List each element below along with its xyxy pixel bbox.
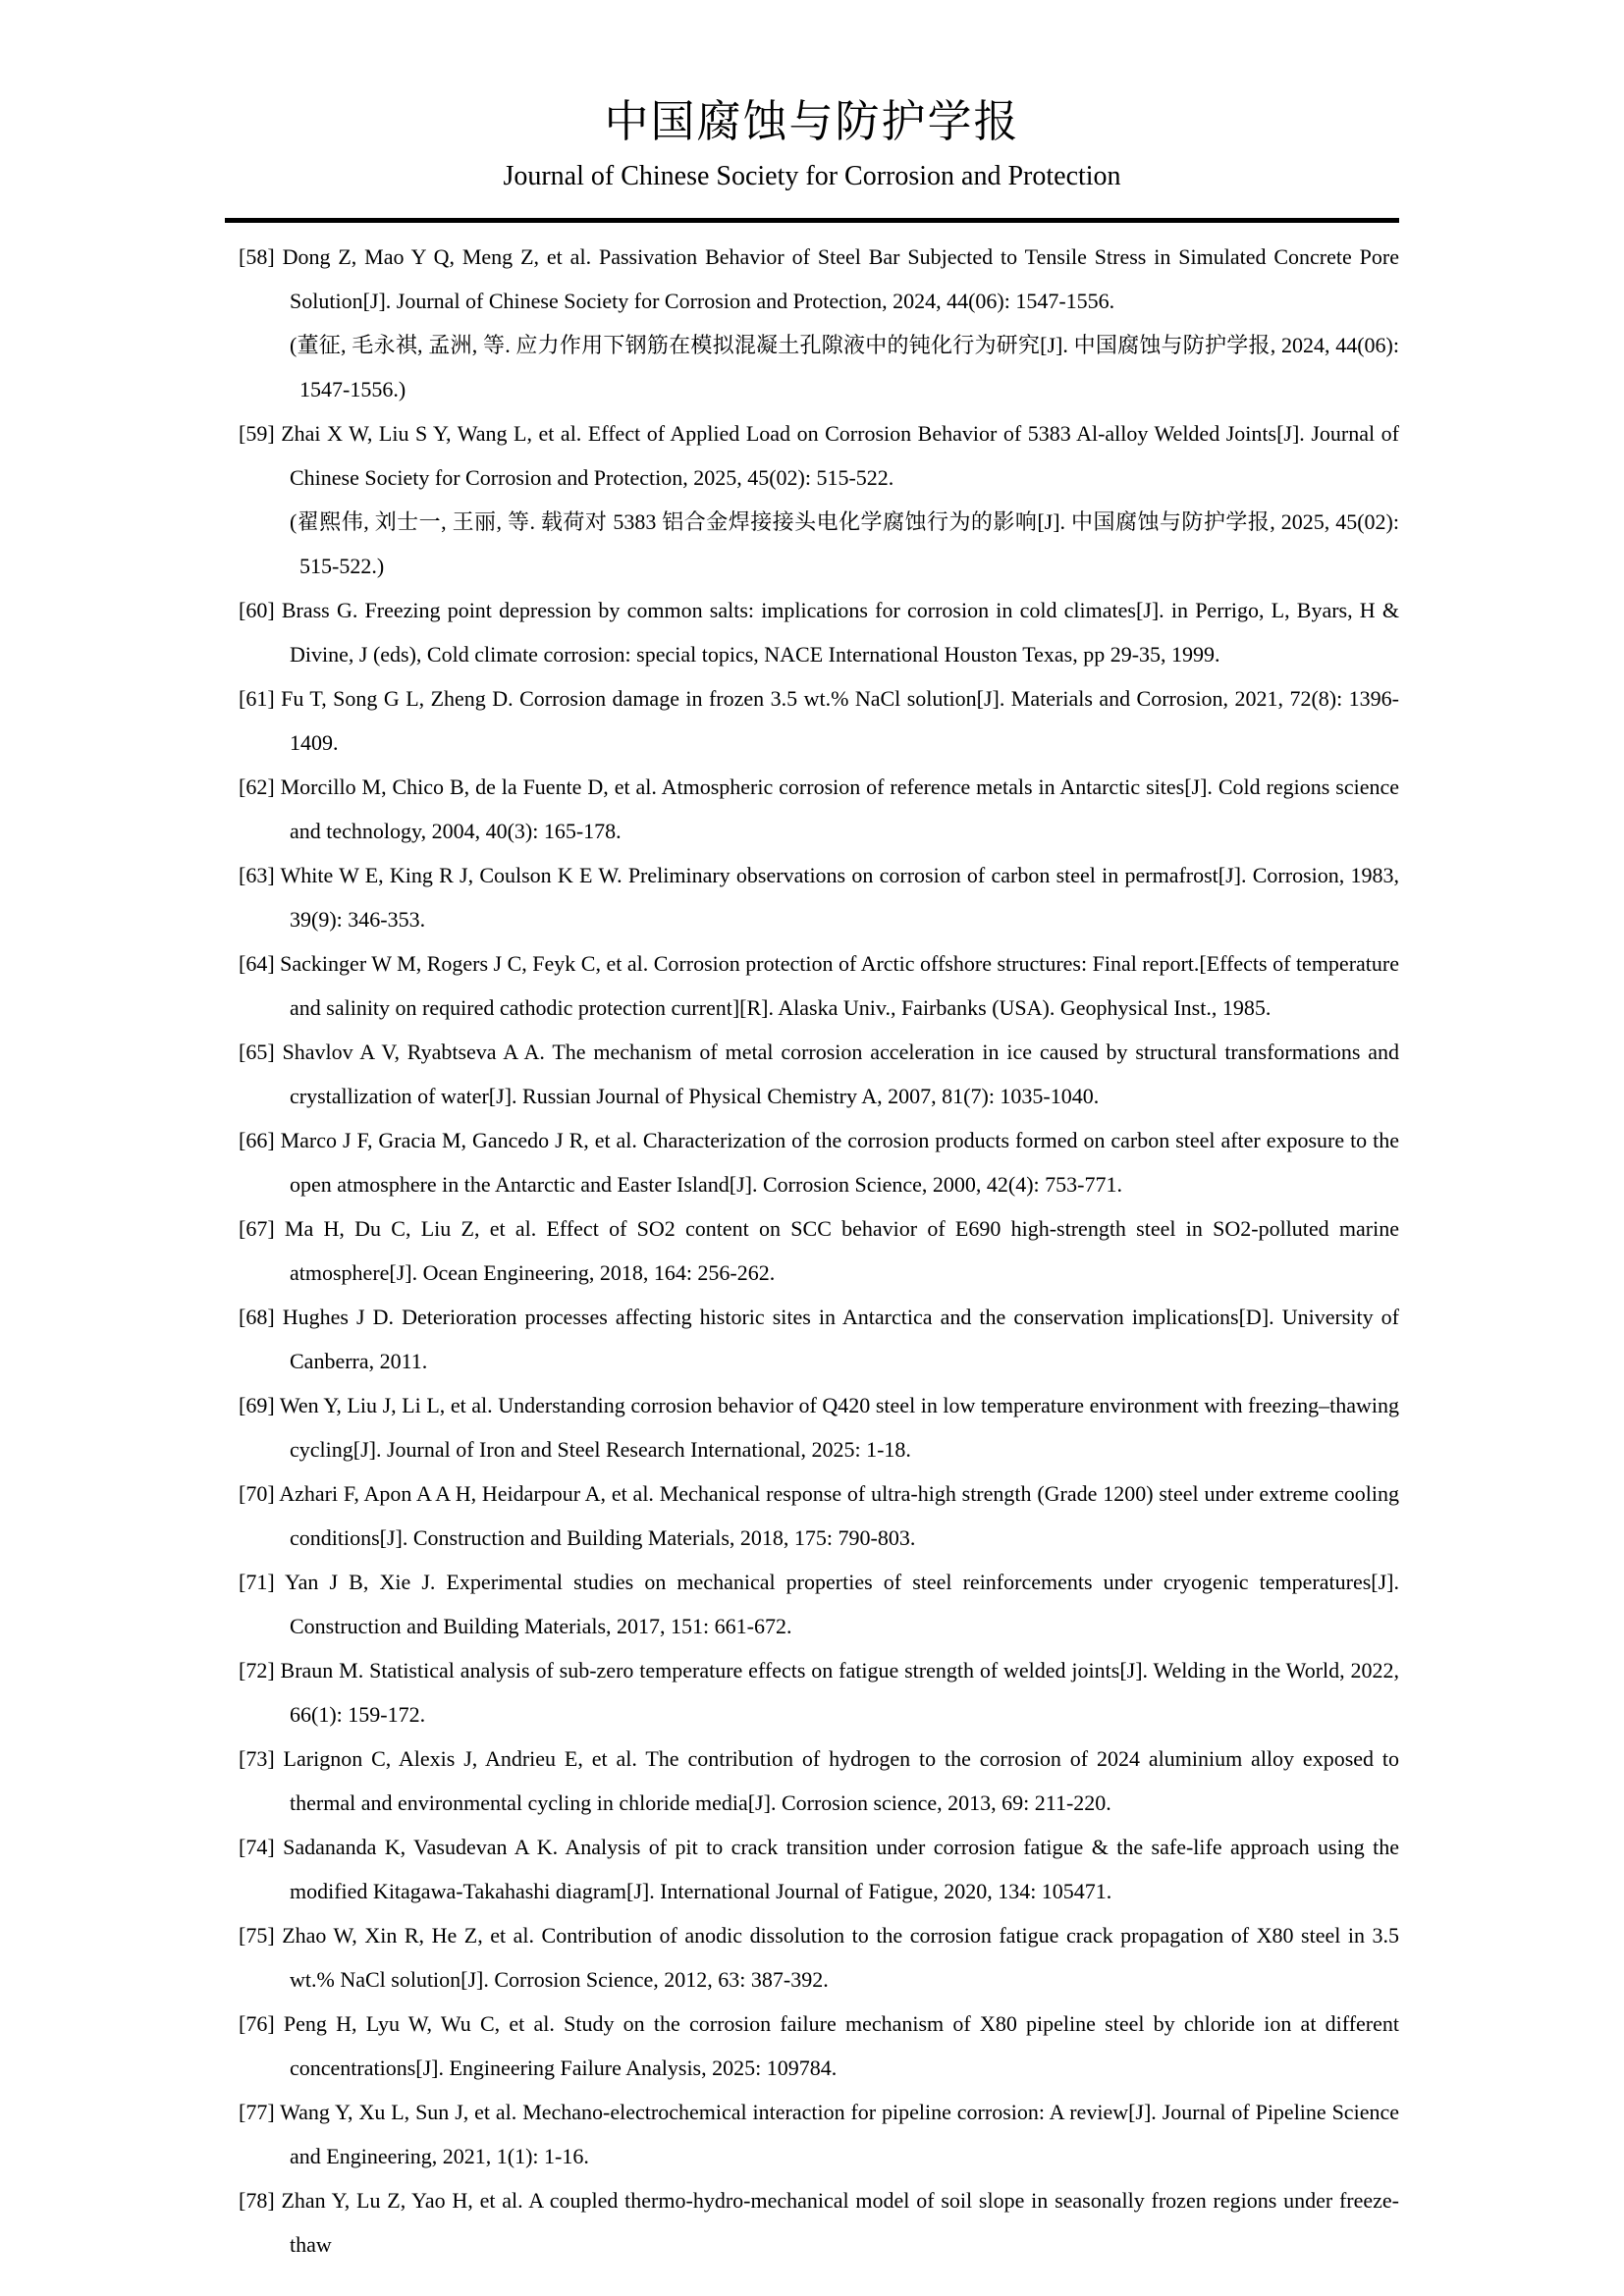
reference-entry	[239, 2002, 1399, 2090]
reference-item	[239, 1030, 1399, 1118]
reference-text: Brass G. Freezing point depression by common salts: implications for corrosion in cold climates[J]. in Perrigo, L, Byars, H & Divine, J (eds), Cold climate corrosion: special topics, NACE International Houston Texas, pp 29-35, 1999.	[281, 598, 1399, 667]
reference-entry	[239, 941, 1399, 1030]
reference-item	[239, 853, 1399, 941]
reference-translation: (董征, 毛永祺, 孟洲, 等. 应力作用下钢筋在模拟混凝土孔隙液中的钝化行为研究[J]. 中国腐蚀与防护学报, 2024, 44(06): 1547-1556.)	[290, 333, 1399, 402]
reference-number: [68]	[239, 1305, 275, 1330]
reference-entry	[239, 853, 1399, 941]
reference-item	[239, 1118, 1399, 1206]
reference-item	[239, 2002, 1399, 2090]
reference-number: [74]	[239, 1835, 275, 1860]
reference-item	[239, 411, 1399, 588]
reference-number: [70]	[239, 1481, 275, 1507]
reference-entry	[239, 2090, 1399, 2178]
reference-text: Yan J B, Xie J. Experimental studies on mechanical properties of steel reinforcements under cryogenic temperatures[J]. Construction and Building Materials, 2017, 151: 661-672.	[284, 1570, 1400, 1639]
reference-text: Azhari F, Apon A A H, Heidarpour A, et al. Mechanical response of ultra-high strength (Grade 1200) steel under extreme cooling conditions[J]. Construction and Building Materials, 2018, 175: 790-803.	[279, 1481, 1399, 1551]
reference-text: Morcillo M, Chico B, de la Fuente D, et al. Atmospheric corrosion of reference metals in Antarctic sites[J]. Cold regions science and technology, 2004, 40(3): 165-178.	[280, 774, 1399, 844]
reference-entry	[239, 765, 1399, 853]
reference-text: Shavlov A V, Ryabtseva A A. The mechanism of metal corrosion acceleration in ice caused by structural transformations and crystallization of water[J]. Russian Journal of Physical Chemistry A, 2007, 81(7): 1035-1040.	[282, 1040, 1400, 1109]
reference-entry	[239, 235, 1399, 323]
reference-entry	[239, 1295, 1399, 1383]
journal-header	[0, 0, 1624, 223]
reference-number: [78]	[239, 2188, 275, 2214]
reference-item	[239, 588, 1399, 676]
reference-entry	[239, 1825, 1399, 1913]
reference-entry	[239, 1118, 1399, 1206]
reference-number: [60]	[239, 598, 275, 623]
reference-item	[239, 1383, 1399, 1471]
reference-entry	[239, 411, 1399, 500]
reference-number: [58]	[239, 244, 275, 270]
reference-item	[239, 941, 1399, 1030]
journal-title-english: Journal of Chinese Society for Corrosion and Protection	[503, 161, 1121, 192]
reference-text: Zhai X W, Liu S Y, Wang L, et al. Effect of Applied Load on Corrosion Behavior of 5383 Al-alloy Welded Joints[J]. Journal of Chinese Society for Corrosion and Protection, 2025, 45(02): 515-522.	[281, 421, 1400, 491]
reference-text: Fu T, Song G L, Zheng D. Corrosion damage in frozen 3.5 wt.% NaCl solution[J]. Materials and Corrosion, 2021, 72(8): 1396-1409.	[281, 686, 1400, 756]
reference-text: Sadananda K, Vasudevan A K. Analysis of pit to crack transition under corrosion fatigue & the safe-life approach using the modified Kitagawa-Takahashi diagram[J]. International Journal of Fatigue, 2020, 134: 105471.	[283, 1835, 1400, 1904]
reference-translation: (翟熙伟, 刘士一, 王丽, 等. 载荷对 5383 铝合金焊接接头电化学腐蚀行为的影响[J]. 中国腐蚀与防护学报, 2025, 45(02): 515-522.)	[290, 509, 1399, 579]
reference-item	[239, 235, 1399, 411]
reference-item	[239, 1913, 1399, 2002]
reference-text: Zhao W, Xin R, He Z, et al. Contribution of anodic dissolution to the corrosion fatigue crack propagation of X80 steel in 3.5 wt.% NaCl solution[J]. Corrosion Science, 2012, 63: 387-392.	[282, 1923, 1400, 1993]
reference-entry	[239, 588, 1399, 676]
reference-item	[239, 1736, 1399, 1825]
reference-entry	[239, 1648, 1399, 1736]
reference-text: Sackinger W M, Rogers J C, Feyk C, et al. Corrosion protection of Arctic offshore structures: Final report.[Effects of temperature and salinity on required cathodic protection current][R]. Alaska Univ., Fairbanks (USA). Geophysical Inst., 1985.	[280, 951, 1399, 1021]
reference-entry	[239, 1383, 1399, 1471]
reference-number: [66]	[239, 1128, 275, 1153]
reference-item	[239, 1560, 1399, 1648]
reference-number: [69]	[239, 1393, 275, 1418]
reference-text: Zhan Y, Lu Z, Yao H, et al. A coupled thermo-hydro-mechanical model of soil slope in seasonally frozen regions under freeze-thaw	[281, 2188, 1400, 2258]
reference-item	[239, 1825, 1399, 1913]
reference-text: Ma H, Du C, Liu Z, et al. Effect of SO2 content on SCC behavior of E690 high-strength steel in SO2-polluted marine atmosphere[J]. Ocean Engineering, 2018, 164: 256-262.	[284, 1216, 1400, 1286]
reference-text: Braun M. Statistical analysis of sub-zero temperature effects on fatigue strength of welded joints[J]. Welding in the World, 2022, 66(1): 159-172.	[280, 1658, 1399, 1728]
reference-entry	[239, 1471, 1399, 1560]
reference-text: Larignon C, Alexis J, Andrieu E, et al. The contribution of hydrogen to the corrosion of 2024 aluminium alloy exposed to thermal and environmental cycling in chloride media[J]. Corrosion science, 2013, 69: 211-220.	[283, 1746, 1400, 1816]
reference-entry	[239, 1913, 1399, 2002]
reference-item	[239, 2178, 1399, 2267]
reference-item	[239, 765, 1399, 853]
reference-text: Wen Y, Liu J, Li L, et al. Understanding corrosion behavior of Q420 steel in low temperature environment with freezing–thawing cycling[J]. Journal of Iron and Steel Research International, 2025: 1-18.	[279, 1393, 1399, 1463]
reference-item	[239, 1471, 1399, 1560]
reference-item	[239, 1648, 1399, 1736]
reference-number: [62]	[239, 774, 275, 800]
reference-list	[239, 235, 1399, 2267]
reference-text: White W E, King R J, Coulson K E W. Preliminary observations on corrosion of carbon steel in permafrost[J]. Corrosion, 1983, 39(9): 346-353.	[280, 863, 1399, 933]
reference-item	[239, 1295, 1399, 1383]
reference-number: [67]	[239, 1216, 275, 1242]
reference-number: [72]	[239, 1658, 275, 1683]
header-rule	[225, 218, 1399, 223]
reference-entry	[239, 2178, 1399, 2267]
reference-item	[239, 2090, 1399, 2178]
reference-number: [73]	[239, 1746, 275, 1772]
reference-entry	[239, 1560, 1399, 1648]
reference-item	[239, 1206, 1399, 1295]
reference-number: [65]	[239, 1040, 275, 1065]
reference-text: Marco J F, Gracia M, Gancedo J R, et al. Characterization of the corrosion products formed on carbon steel after exposure to the open atmosphere in the Antarctic and Easter Island[J]. Corrosion Science, 2000, 42(4): 753-771.	[280, 1128, 1399, 1198]
reference-number: [61]	[239, 686, 275, 712]
reference-entry	[239, 1736, 1399, 1825]
reference-number: [64]	[239, 951, 275, 977]
reference-number: [76]	[239, 2011, 275, 2037]
reference-number: [59]	[239, 421, 275, 447]
reference-entry	[239, 1030, 1399, 1118]
journal-title-chinese: 中国腐蚀与防护学报	[604, 97, 1020, 146]
reference-entry	[239, 1206, 1399, 1295]
reference-number: [71]	[239, 1570, 275, 1595]
reference-entry	[239, 676, 1399, 765]
reference-text: Peng H, Lyu W, Wu C, et al. Study on the corrosion failure mechanism of X80 pipeline steel by chloride ion at different concentrations[J]. Engineering Failure Analysis, 2025: 109784.	[283, 2011, 1400, 2081]
reference-text: Dong Z, Mao Y Q, Meng Z, et al. Passivation Behavior of Steel Bar Subjected to Tensile Stress in Simulated Concrete Pore Solution[J]. Journal of Chinese Society for Corrosion and Protection, 2024, 44(06): 1547-1556.	[282, 244, 1399, 314]
reference-number: [75]	[239, 1923, 275, 1949]
reference-item	[239, 676, 1399, 765]
reference-number: [63]	[239, 863, 275, 888]
reference-text: Hughes J D. Deterioration processes affecting historic sites in Antarctica and the conservation implications[D]. University of Canberra, 2011.	[282, 1305, 1399, 1374]
reference-number: [77]	[239, 2100, 275, 2125]
reference-text: Wang Y, Xu L, Sun J, et al. Mechano-electrochemical interaction for pipeline corrosion: A review[J]. Journal of Pipeline Science and Engineering, 2021, 1(1): 1-16.	[280, 2100, 1399, 2169]
